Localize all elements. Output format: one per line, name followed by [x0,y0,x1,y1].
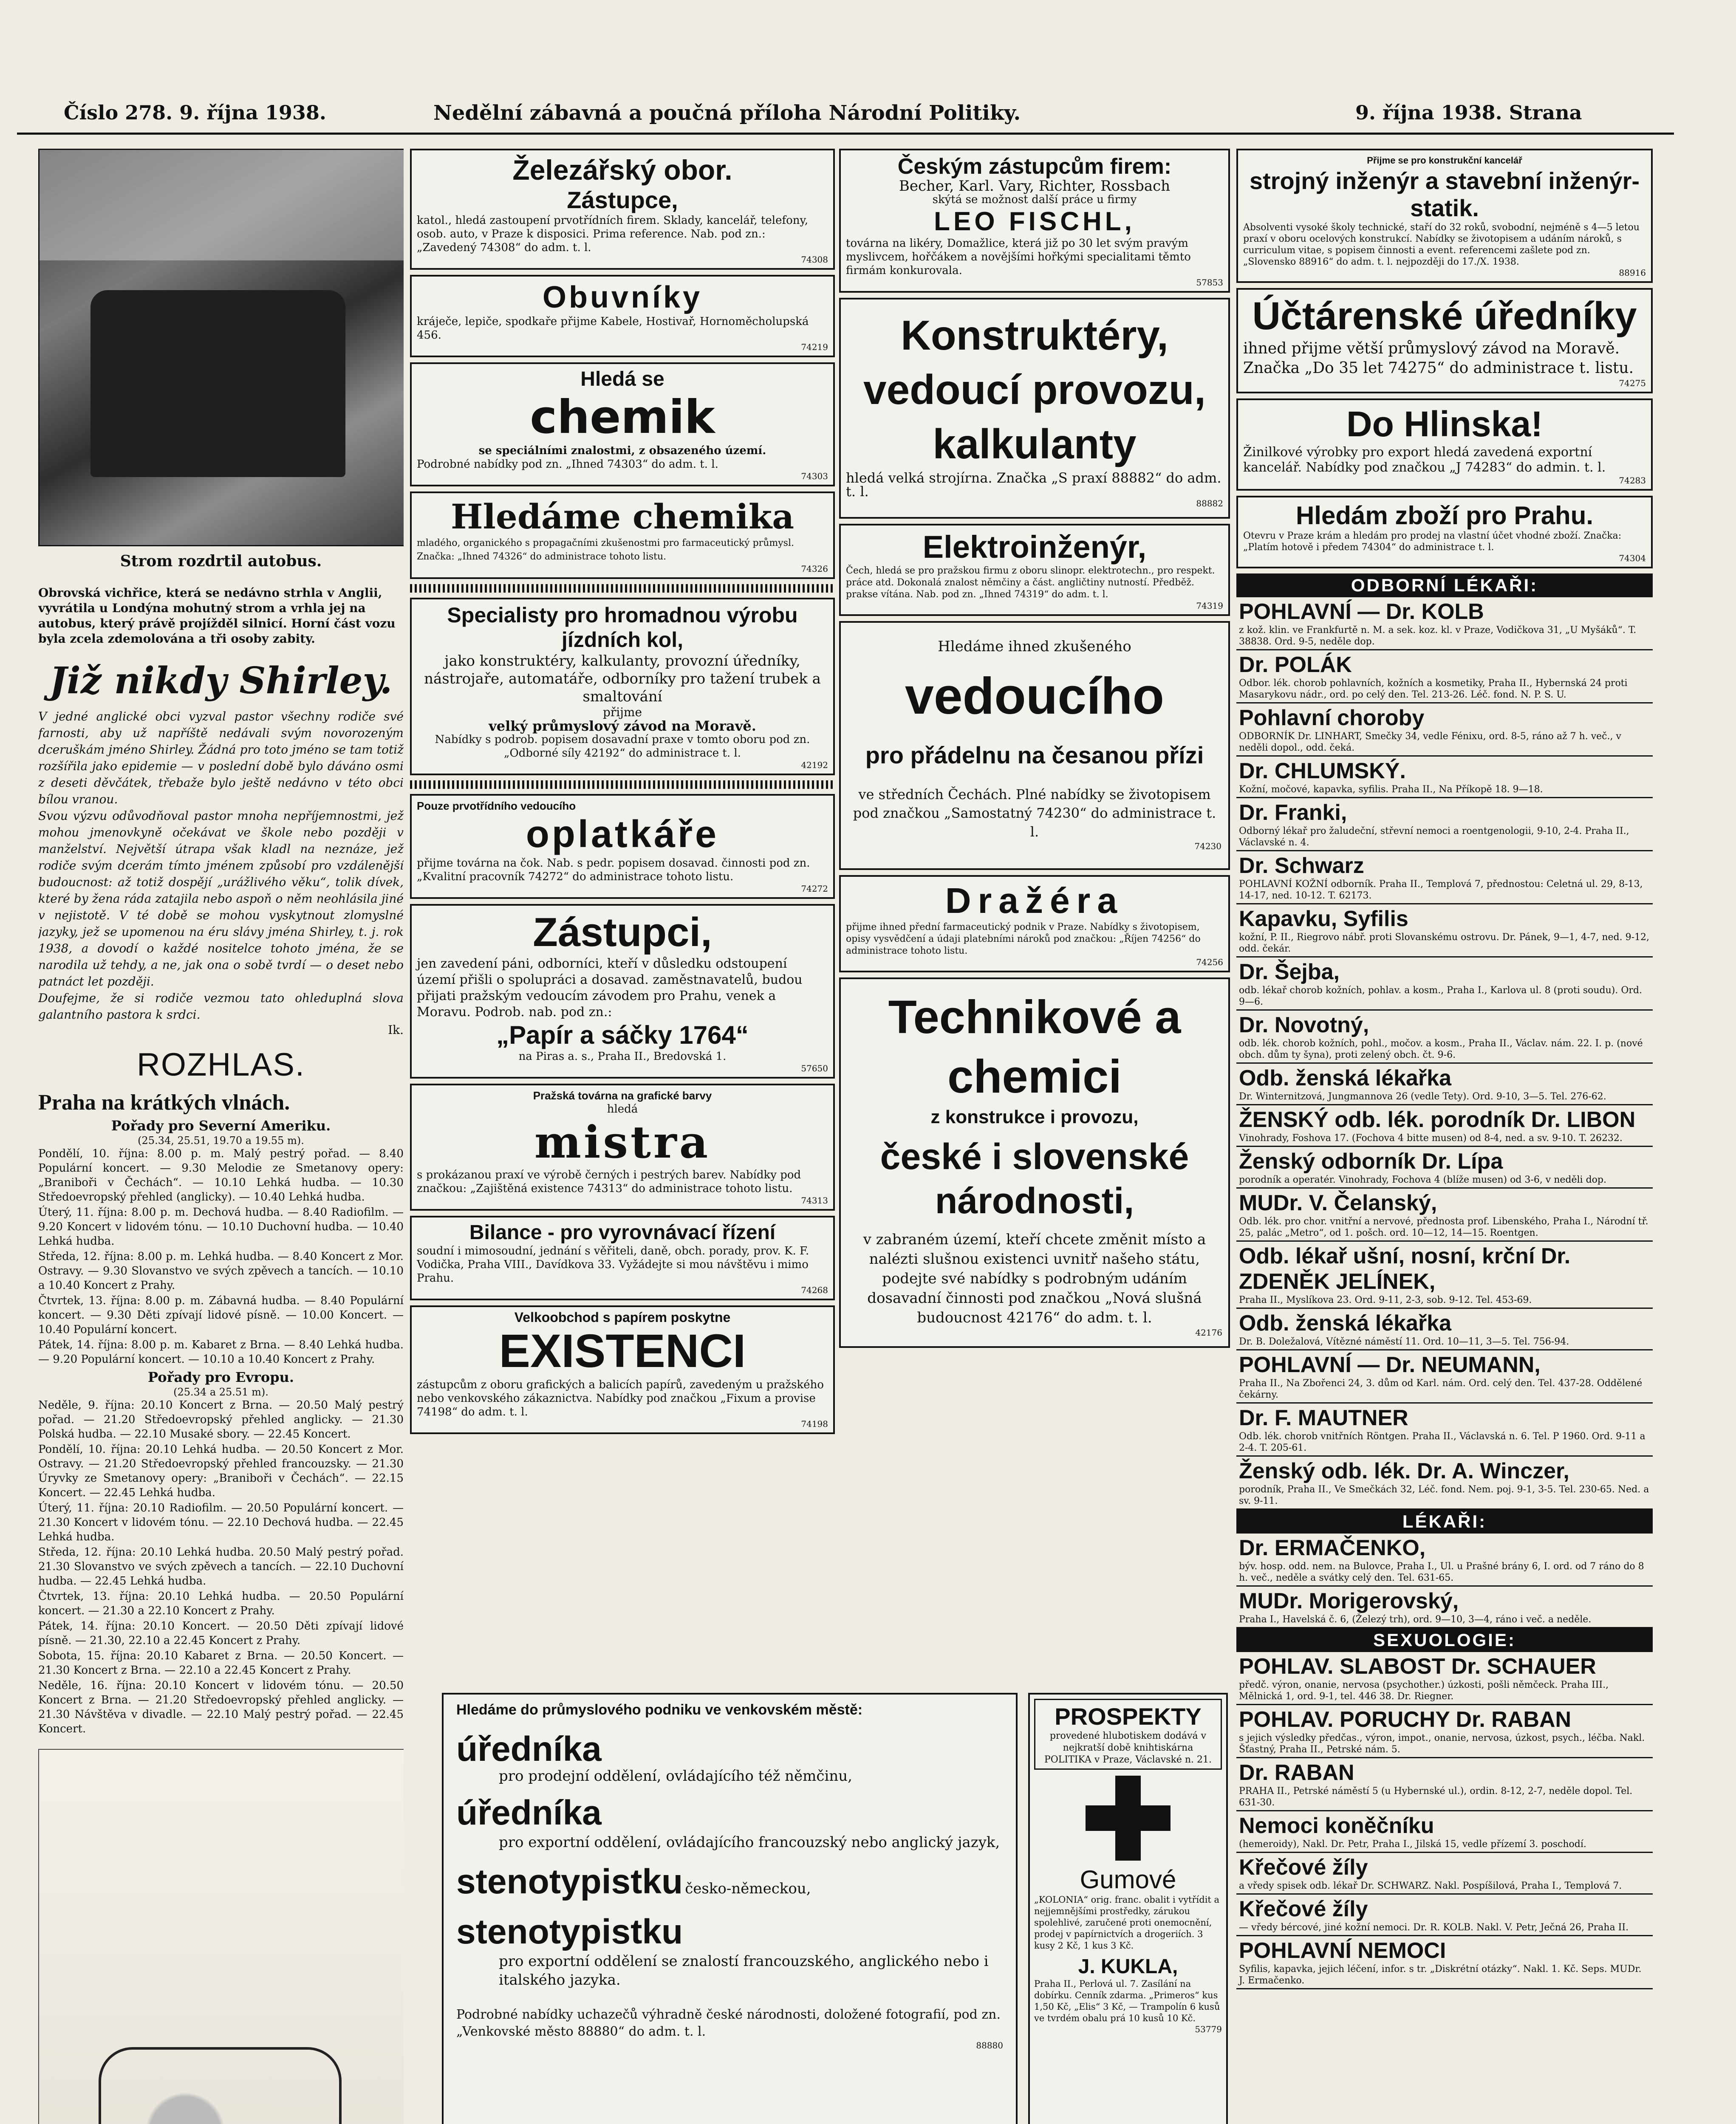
ad-top: Pouze prvotřídního vedoucího [417,799,576,812]
section-bar-sexuologie: SEXUOLOGIE: [1236,1628,1653,1652]
ad-firm: LEO FISCHL, [934,207,1135,236]
doctor-details: odb. lékař chorob kožních, pohlav. a kosm., Praha I., Karlova ul. 8 (proti soudu). Ord. 9—6. [1239,985,1643,1007]
doctor-entry [1236,851,1653,904]
doctor-details: Praha I., Havelská č. 6, (Železý trh), ord. 9—10, 3—4, ráno i več. a neděle. [1239,1614,1592,1625]
ad-zelezarsky [410,149,835,270]
doctor-details: POHLAVNÍ KOŽNÍ odborník. Praha II., Templová 7, přednostou: Celetná ul. 29, 8-13, 14-17, ned. 10-12. T. 62173. [1239,879,1643,901]
article-paragraph: V jedné anglické obci vyzval pastor všechny rodiče své farnosti, aby už napříště nedávali svým novorozeným dceruškám jméno Shirley. Žádná pro toto jméno se tam totiž rozšířila jako epidemie — v poslední době bylo dáváno osmi z deseti děvčátek, třebaže bylo ještě nedávno v této obci bílou vranou. [38,709,404,806]
doctor-entry [1236,1895,1653,1936]
ad-subtitle: Zástupce, [567,186,678,213]
doctor-entry [1236,757,1653,798]
doctor-entry [1236,1350,1653,1404]
doctor-entry [1236,1811,1653,1853]
position-text: pro exportní oddělení se znalostí francouzského, anglického nebo i italského jazyka. [499,1953,989,1988]
ad-hledame-chemika [410,491,835,579]
doctor-entry [1236,1011,1653,1064]
radio-program: Středa, 12. října: 8.00 p. m. Lehká hudba. — 8.40 Koncert z Mor. Ostravy. — 9.30 Slovanstvo ve svých zpěvech a tancích. — 10.10 a 10.40 Koncert z Prahy. [38,1250,404,1292]
issue-number: Číslo 278. 9. října 1938. [64,101,326,124]
ad-mid: hledá [607,1103,638,1116]
ad-text: přijme továrna na čok. Nab. s pedr. popisem dosavad. činnosti pod zn. „Kvalitní pracovník 74272“ do administrace tohoto listu. [417,857,810,883]
left-column [38,149,404,2124]
doctor-entry [1236,1105,1653,1147]
ad-do-hlinska [1236,398,1653,491]
ad-text: ve středních Čechách. Plné nabídky se životopisem pod značkou „Samostatný 74230“ do administrace t. l. [853,786,1216,840]
doctor-list [1236,1652,1653,1989]
ad-ref: 74230 [1194,841,1221,851]
article-title: Již nikdy Shirley. [49,659,393,702]
doctor-details: odb. lék. chorob kožních, pohl., močov. a kosm., Praha II., Václav. nám. 22. I. p. (nové obch. dům ty šyna), proti zelený obch. čt. 9-6. [1239,1038,1643,1060]
doctor-entry [1236,1242,1653,1309]
doctor-name: Ženský odborník Dr. Lípa [1239,1149,1503,1174]
ad-title: strojný inženýr a stavební inženýr-statik. [1249,167,1640,221]
doctor-name: Dr. POLÁK [1239,652,1352,677]
ad-text: Absolventi vysoké školy technické, staří do 32 roků, svobodní, nejméně s 4—5 letou praxí v oboru ocelových konstrukcí. Nabídky se životopisem a udáním nároků, s curriculum vitae, s popisem činnosti a event. referencemi zašlete pod zn. „Slovensko 88916“ do adm. t. l. nejpozději do 17./X. 1938. [1243,222,1640,267]
article-signature: Ik. [388,1023,404,1037]
ad-text: Žinilkové výrobky pro export hledá zavedená exportní kancelář. Nabídky pod značkou „J 74283“ do admin. t. l. [1243,445,1606,475]
doctor-details: Dr. B. Doležalová, Vítězné náměstí 11. Ord. 10—11, 3—5. Tel. 756-94. [1239,1336,1569,1347]
ad-title: Hledám zboží pro Prahu. [1295,501,1594,530]
ad-ref: 74198 [801,1419,828,1429]
ad-bilance [410,1216,835,1300]
radio-heading: ROZHLAS. [136,1047,305,1083]
doctor-list [1236,1534,1653,1628]
ad-firm: J. KUKLA, [1078,1955,1178,1978]
doctor-name: Dr. Novotný, [1239,1013,1369,1037]
ad-title: chemik [530,391,715,444]
ad-top: Velkoobchod s papírem poskytne [514,1310,731,1325]
ad-text: zástupcům z oboru grafických a balicích papírů, zavedeným u pražského nebo venkovského zákaznictva. Nabídky pod značkou „Fixum a provise 74198“ do adm. t. l. [417,1378,824,1418]
doctor-entry [1236,1758,1653,1811]
doctor-name: Dr. ERMAČENKO, [1239,1536,1426,1560]
ad-intro: Hledáme do průmyslového podniku ve venkovském městě: [456,1702,863,1718]
ad-title: Gumové [1080,1865,1176,1894]
ad-ref: 74308 [801,254,828,265]
ad-address: na Piras a. s., Praha II., Bredovská 1. [518,1050,727,1063]
position-title: úředníka [456,1730,602,1768]
position-text: pro prodejní oddělení, ovládajícího též němčinu, [499,1768,852,1785]
ad-top: Hledá se [580,368,664,390]
doctor-entry [1236,1064,1653,1105]
ad-text: jako konstruktéry, kalkulanty, provozní úředníky, nástrojaře, automatáře, odborníky pro tažení trubek a smaltování [424,652,821,705]
ad-uctarenske [1236,288,1653,393]
ad-top: Přijme se pro konstrukční kancelář [1367,155,1522,166]
ad-firm: velký průmyslový závod na Moravě. [489,718,756,734]
doctor-details: Kožní, močové, kapavka, syfilis. Praha II., Na Příkopě 18. 9—18. [1239,784,1543,795]
ad-text: továrna na likéry, Domažlice, která již po 30 let svým pravým myslivcem, hořčákem a novějšími hořkými specialitami těmto firmám konkurovala. [846,237,1191,277]
ad-title: Českým zástupcům firem: [897,154,1172,179]
ad-title: mistra [534,1116,711,1168]
doctor-name: Křečové žíly [1239,1855,1368,1880]
ad-ref: 74283 [1619,475,1646,486]
section-bar-odborni-lekari: ODBORNÍ LÉKAŘI: [1236,573,1653,597]
radio-program: Čtvrtek, 13. října: 20.10 Lehká hudba. — 20.50 Populární koncert. — 21.30 a 22.10 Koncert z Prahy. [38,1590,404,1617]
ad-ref: 74219 [801,342,828,352]
ad-ref: 74303 [801,471,828,481]
doctor-details: býv. hosp. odd. nem. na Bulovce, Praha I., Ul. u Prašné brány 6, I. ord. od 7 ráno do 8 h. več., neděle a svátky celý den. Tel. 631-65. [1239,1561,1644,1583]
doctor-entry [1236,1534,1653,1587]
ad-drazera [839,875,1230,972]
radio-program: Sobota, 15. října: 20.10 Kabaret z Brna. — 20.50 Koncert. — 21.30 Koncert z Brna. — 22.10 a 22.45 Koncert z Prahy. [38,1649,404,1677]
ad-nationality: české i slovenské národnosti, [880,1136,1189,1221]
doctor-entry [1236,650,1653,703]
ad-specialisty [410,598,835,775]
radio-section-title: Praha na krátkých vlnách. [38,1090,290,1115]
doctor-entry [1236,904,1653,957]
ad-text: hledá velká strojírna. Značka „S praxí 88882“ do adm. t. l. [846,470,1221,500]
position-text: pro exportní oddělení, ovládajícího francouzský nebo anglický jazyk, [499,1834,1000,1851]
ad-title: Specialisty pro hromadnou výrobu jízdních kol, [447,603,798,652]
ads-column-b [410,149,835,1686]
ad-text: jen zavedení páni, odborníci, kteří v důsledku odstoupení území přišli o spolupráci a dosavad. zaměstnavatelů, budou přijati pražským vedoucím závodem pro Prahu, venek a Moravu. Podrob. nab. pod zn.: [417,956,803,1020]
ad-text: se speciálními znalostmi, z obsazeného území. [478,444,766,457]
radio-subheading: Pořady pro Severní Ameriku. [111,1118,331,1134]
doctor-details: Syfilis, kapavka, jejich léčení, infor. s tr. „Diskrétní otázky“. Nakl. 1. Kč. Seps. MUDr. J. Ermačenko. [1239,1964,1642,1986]
radio-program: Pondělí, 10. října: 8.00 p. m. Malý pestrý pořad. — 8.40 Populární koncert. — 9.30 Melodie ze Smetanovy opery: „Braniboři v Čechách“. — 10.10 Lehká hudba. — 10.30 Středoevropský přehled (anglicky). — 10.40 Lehká hudba. [38,1147,404,1203]
ad-text: provedené hlubotiskem dodává v nejkratší době knihtiskárna POLITIKA v Praze, Václavské n. 21. [1044,1731,1212,1765]
radio-program: Úterý, 11. října: 8.00 p. m. Dechová hudba. — 8.40 Radiofilm. — 9.20 Koncert v lidovém tónu. — 10.10 Duchovní hudba. — 10.40 Lehká hudba. [38,1206,404,1248]
ad-ref: 74268 [801,1285,828,1295]
doctor-name: POHLAV. SLABOST Dr. SCHAUER [1239,1654,1596,1679]
ad-text: skýtá se možnost další práce u firmy [932,193,1137,206]
ad-title: Elektroinženýr, [922,529,1147,565]
radio-program: Neděle, 9. října: 20.10 Koncert z Brna. — 20.50 Malý pestrý pořad. — 21.20 Středoevropský přehled anglicky. — 21.30 Polská hudba. — 22.10 Musaké sbory. — 22.45 Koncert. [38,1399,404,1440]
ad-ref: 74326 [801,564,828,574]
position-title: stenotypistku [456,1912,683,1951]
doctor-details: kožní, P. II., Riegrovo nábř. proti Slovanskému ostrovu. Dr. Pánek, 9—1, 4-7, ned. 9-12, odd. čekár. [1239,932,1650,954]
ad-text: mladého, organického s propagačními zkušenostmi pro farmaceutický průmysl. Značka: „Ihned 74326“ do administrace tohoto listu. [417,538,794,562]
doctor-entry [1236,1309,1653,1350]
ad-ref: 42176 [1195,1328,1222,1338]
ad-mid: přijme [602,705,642,719]
ad-title: Účtárenské úředníky [1252,294,1637,338]
ad-text: ihned přijme větší průmyslový závod na Moravě. Značka „Do 35 let 74275“ do administrace t. listu. [1243,340,1634,377]
ad-elektroinzenyr [839,524,1230,616]
ad-code: „Papír a sáčky 1764“ [496,1021,749,1049]
ad-ref: 74319 [1196,601,1223,611]
doctor-details: Vinohrady, Foshova 17. (Fochova 4 bitte musen) od 8-4, ned. a sv. 9-10. T. 26232. [1239,1133,1623,1144]
ad-text: v zabraném území, kteří chcete změnit místo a nalézti slušnou existenci uvnitř našeho státu, podejte své nabídky s podrobným udáním dosavadní činnosti pod značkou „Nová slušná budoucnost 42176“ do adm. t. l. [863,1231,1206,1326]
photo-caption: Obrovská vichřice, která se nedávno strhla v Anglii, vyvrátila u Londýna mohutný strom a vrhla jej na autobus, který právě projížděl silnicí. Horní část vozu byla zcela zdemolována a tři osoby zabity. [38,586,396,646]
ad-obuvniky [410,275,835,357]
doctor-name: Dr. RABAN [1239,1760,1354,1785]
ad-urednika [442,1693,1018,2124]
doctor-entry [1236,957,1653,1011]
ad-ref: 88882 [1196,498,1223,508]
red-cross-icon [1086,1776,1171,1861]
doctor-entry [1236,1705,1653,1758]
ad-text: přijme ihned přední farmaceutický podnik v Praze. Nabídky s životopisem, opisy vysvědčení a údaji platebními nároků pod značkou: „Říjen 74256“ do administrace tohoto listu. [846,922,1201,956]
radio-program: Pátek, 14. října: 20.10 Koncert. — 20.50 Děti zpívají lidové písně. — 21.30, 22.10 a 22.45 Koncert z Prahy. [38,1620,404,1647]
ad-text: katol., hledá zastoupení prvotřídních firem. Sklady, kancelář, telefony, osob. auto, v Praze k disposici. Prima reference. Nab. pod zn.: „Zavedený 74308“ do adm. t. l. [417,214,809,254]
ad-title: Obuvníky [542,280,703,314]
ad-ref: 74256 [1196,957,1223,967]
doctor-name: Křečové žíly [1239,1897,1368,1921]
ad-zastupci [410,904,835,1079]
ad-footer: Podrobné nabídky uchazečů výhradně české národnosti, doložené fotografií, pod zn. „Venkovské město 88880“ do adm. t. l. [456,2007,1001,2039]
doctor-name: Kapavku, Syfilis [1239,907,1408,931]
radio-program: Pátek, 14. října: 8.00 p. m. Kabaret z Brna. — 8.40 Lehká hudba. — 9.20 Populární koncert. — 10.10 a 10.40 Koncert z Prahy. [38,1339,404,1366]
doctor-entry [1236,703,1653,757]
doctor-entry [1236,1404,1653,1457]
doctor-details: a vředy spisek odb. lékař Dr. SCHWARZ. Nakl. Pospíšilová, Praha I., Templová 7. [1239,1881,1622,1891]
doctor-name: POHLAVNÍ NEMOCI [1239,1938,1446,1963]
ad-ref: 74304 [1619,553,1646,563]
ad-title: Do Hlinska! [1346,404,1543,444]
ad-konstruktery [839,298,1230,519]
doctor-name: Ženský odb. lék. Dr. A. Winczer, [1239,1459,1569,1483]
bus-photo [38,149,404,546]
doctor-entry [1236,798,1653,851]
separator [410,584,835,593]
ad-text: s prokázanou praxí ve výrobě černých i pestrých barev. Nabídky pod značkou: „Zajištěná existence 74313“ do administrace tohoto listu. [417,1169,801,1195]
doctor-name: Nemoci koněčníku [1239,1813,1434,1838]
doctor-details: Odbor. lék. chorob pohlavních, kožních a kosmetiky, Praha II., Hybernská 24 proti Masarykovu nádr., ord. po celý den. Tel. 213-26. Léč. fond. N. P. S. U. [1239,678,1628,700]
doctor-details: Praha II., Myslíkova 23. Ord. 9-11, 2-3, sob. 9-12. Tel. 453-69. [1239,1295,1532,1305]
ad-chemik [410,362,835,486]
radio-program: Čtvrtek, 13. října: 8.00 p. m. Zábavná hudba. — 8.40 Populární koncert. — 9.30 Děti zpívají lidové písně. — 10.00 Koncert. — 10.40 Populární koncert. [38,1294,404,1336]
position-title: úředníka [456,1794,602,1832]
separator [410,780,835,789]
doctor-details: Odb. lék. chorob vnitřních Röntgen. Praha II., Václavská n. 6. Tel. P 1960. Ord. 9-11 a 2-4. T. 205-61. [1239,1431,1646,1453]
radio-subheading: Pořady pro Evropu. [148,1369,294,1385]
doctor-name: POHLAVNÍ — Dr. NEUMANN, [1239,1353,1541,1377]
article-paragraph: Svou výzvu odůvodňoval pastor mnoha nepříjemnostmi, jež mohou jmenovkyně očekávat ve škole nebo později v manželství. Největší útrapa však kladl na neznáze, jež rodiče svým dcerám tímto jménem způsobí pro vzdálenější budoucnost: až totiž dospějí „urážlivého věku“, tolik dívek, které by žena ráda zatajila nebo aspoň o něm neohlásila jiné v nejistotě. V té době se mohou vyskytnout zlomyslné jazyky, jež se upomenou na éru slávy jména Shirley, t. j. rok 1938, a dovodí o každé nositelce tohoto jména, že se narodila už tehdy, a ne, jak ona o sobě tvrdí — o deset nebo patnáct let později. [38,809,404,989]
ad-title: EXISTENCI [499,1325,746,1377]
article-paragraph: Doufejme, že si rodiče vezmou tato ohleduplná slova galantního pastora k srdci. [38,991,404,1022]
doctor-entry [1236,1457,1653,1510]
ad-subtitle: pro přádelnu na česanou přízi [865,742,1204,768]
doctor-name: Dr. Schwarz [1239,853,1364,878]
doctor-details: ODBORNÍK Dr. LINHART, Smečky 34, vedle Fénixu, ord. 8-5, ráno až 7 h. več., v neděli dopol., odd. čeká. [1239,731,1621,753]
ad-top: Hledáme ihned zkušeného [938,638,1131,655]
ad-oplatkare [410,794,835,899]
radio-program: Úterý, 11. října: 20.10 Radiofilm. — 20.50 Populární koncert. — 21.30 Koncert v lidovém tónu. — 22.10 Dechová hudba. — 22.45 Lehká hudba. [38,1502,404,1543]
radio-frequencies: (25.34 a 25.51 m). [173,1386,269,1398]
doctor-details: z kož. klin. ve Frankfurtě n. M. a sek. koz. kl. v Praze, Vodičkova 31, „U Myšáků“. T. 38838. Ord. 9-5, neděle dop. [1239,625,1637,647]
doctor-details: předč. výron, onanie, nervosa (psychother.) úzkosti, pošli němčeck. Praha III., Mělnická 1, ord. 9-1, tel. 446 38. Dr. Riegner. [1239,1680,1609,1702]
doctor-details: (hemeroidy), Nakl. Dr. Petr, Praha I., Jilská 15, vedle přízemí 3. poschodí. [1239,1839,1586,1850]
doctor-details: Odborný lékař pro žaludeční, střevní nemoci a roentgenologii, 9-10, 2-4. Praha II., Václavské n. 4. [1239,826,1629,848]
position-title: stenotypistku [456,1862,683,1901]
doctor-entry [1236,1853,1653,1895]
doctor-name: Pohlavní choroby [1239,706,1425,730]
cartoon-illustration [38,1749,404,2124]
position-text: česko-německou, [685,1880,811,1897]
ad-ref: 53779 [1195,2024,1222,2034]
ad-text: kráječe, lepiče, spodkaře přijme Kabele, Hostivař, Hornoměcholupská 456. [417,315,809,342]
doctor-entry [1236,1587,1653,1628]
ad-ref: 88880 [976,2040,1003,2051]
ad-title: Bilance - pro vyrovnávací řízení [469,1221,776,1244]
photo-caption-title: Strom rozdrtil autobus. [120,552,322,570]
ads-column-c [839,149,1230,1686]
doctor-details: porodník a operatér. Vinohrady, Fochova 4 (blíže musen) od 3-6, v neděli dop. [1239,1175,1606,1185]
ad-ref: 57853 [1196,277,1223,288]
ad-strojny-inzenyr [1236,149,1653,283]
ad-title: Technikové a chemici [888,991,1181,1103]
ad-title: vedoucího [905,667,1165,725]
doctor-name: ŽENSKÝ odb. lék. porodník Dr. LIBON [1239,1107,1636,1132]
ad-mistra [410,1084,835,1211]
doctor-entry [1236,1147,1653,1189]
ad-existenci [410,1305,835,1434]
doctor-list [1236,597,1653,1510]
supplement-title: Nedělní zábavná a poučná příloha Národní Politiky. [433,101,1021,125]
ad-text: Čech, hledá se pro pražskou firmu z oboru slinopr. elektrotechn., pro respekt. práce atd. Dokonalá znalost němčiny a část. angličtiny nutností. Předběž. prakse vítána. Nab. pod zn. „Ihned 74319“ do adm. t. l. [846,565,1215,600]
ad-title: PROSPEKTY [1055,1703,1202,1730]
ad-title: Hledáme chemika [450,497,794,537]
ad-firms: Becher, Karl. Vary, Richter, Rossbach [899,178,1171,195]
ad-text: Podrobné nabídky pod zn. „Ihned 74303“ do adm. t. l. [417,458,718,471]
doctor-name: Odb. ženská lékařka [1239,1066,1452,1090]
ad-hledam-zbozi [1236,496,1653,568]
header-date: 9. října 1938. Strana [1355,101,1582,124]
radio-frequencies: (25.34, 25.51, 19.70 a 19.55 m). [138,1135,304,1147]
ad-text: soudní i mimosoudní, jednání s věřiteli, daně, obch. porady, prov. K. F. Vodička, Praha VIII., Davídkova 33. Vyžádejte si mou návštěvu i mimo Prahu. [417,1245,809,1285]
doctor-name: POHLAVNÍ — Dr. KOLB [1239,599,1484,624]
ad-text: „KOLONIA“ orig. franc. obalit i vytřídit a nejjemnějšími prostředky, zárukou spolehlivé, zaručené proti onemocnění, prodej v papírnictvích a drogeriích. 3 kusy 2 Kč, 1 kus 3 Kč. [1034,1895,1220,1951]
ads-column-d [1236,149,1653,2124]
page-header [17,101,1674,135]
doctor-details: Praha II., Na Zbořenci 24, 3. dům od Karl. nám. Ord. celý den. Tel. 437-28. Oddělené čekárny. [1239,1378,1643,1400]
ad-title: Konstruktéry, vedoucí provozu, kalkulanty [863,312,1206,467]
ad-ref: 74275 [1619,378,1646,388]
ad-ref: 74313 [801,1195,828,1206]
ad-ref: 57650 [801,1063,828,1073]
ad-text: Nabídky s podrob. popisem dosavadní praxe v tomto oboru pod zn. „Odborné síly 42192“ do administrace t. l. [435,733,810,760]
doctor-name: Dr. Šejba, [1239,960,1340,984]
doctor-name: Dr. CHLUMSKÝ. [1239,759,1406,783]
doctor-entry [1236,1652,1653,1705]
doctor-name: Odb. lékař ušní, nosní, krční Dr. ZDENĚK JELÍNEK, [1239,1244,1571,1294]
doctor-entry [1236,597,1653,650]
doctor-entry [1236,1936,1653,1989]
radio-program: Pondělí, 10. října: 20.10 Lehká hudba. — 20.50 Koncert z Mor. Ostravy. — 21.20 Středoevropský přehled francouzsky. — 21.30 Úryvky ze Smetanovy opery: „Braniboři v Čechách“. — 22.15 Koncert. — 22.45 Lehká hudba. [38,1443,404,1499]
ad-ref: 88916 [1619,268,1646,278]
ad-ref: 74272 [801,884,828,894]
doctor-name: Dr. F. MAUTNER [1239,1406,1408,1430]
ad-prospekty [1034,1699,1222,1770]
ad-ceskym-zastupcum [839,149,1230,293]
doctor-name: POHLAV. PORUCHY Dr. RABAN [1239,1707,1572,1732]
radio-program: Středa, 12. října: 20.10 Lehká hudba. 20.50 Malý pestrý pořad. 21.30 Slovanstvo ve svých zpěvech a tancích. — 22.10 Duchovní hudba. — 22.45 Lehká hudba. [38,1546,404,1587]
doctor-details: Odb. lék. pro chor. vnitřní a nervové, přednosta prof. Libenského, Praha I., Národní tř. 25, palác „Metro“, od 1. pošch. ord. 10—12, 14—15. Roentgen. [1239,1216,1648,1238]
doctor-name: Odb. ženská lékařka [1239,1311,1452,1336]
doctor-details: porodník, Praha II., Ve Smečkách 32, Léč. fond. Nem. poj. 9-1, 3-5. Tel. 230-65. Ned. a sv. 9-11. [1239,1484,1649,1506]
ad-text: Praha II., Perlová ul. 7. Zasílání na dobírku. Cenník zdarma. „Primeros“ kus 1,50 Kč, „Elis“ 3 Kč, — Trampolín 6 kusů ve tvrdém obalu prá 10 kusů 10 Kč. [1034,1979,1220,2023]
ad-vedouciho [839,621,1230,870]
ad-top: Pražská továrna na grafické barvy [533,1089,712,1102]
doctor-details: Dr. Winternitzová, Jungmannova 26 (vedle Tety). Ord. 9-10, 3—5. Tel. 276-62. [1239,1091,1606,1102]
section-bar-lekari: LÉKAŘI: [1236,1510,1653,1534]
ad-title: Dražéra [945,881,1124,921]
ad-subtitle: z konstrukce i provozu, [930,1107,1139,1127]
ad-title: Železářský obor. [512,154,732,186]
doctor-details: PRAHA II., Petrské náměstí 5 (u Hybernské ul.), ordin. 8-12, 2-7, neděle dopol. Tel. 631-30. [1239,1786,1633,1808]
ad-ref: 42192 [801,760,828,770]
radio-program: Neděle, 16. října: 20.10 Koncert v lidovém tónu. — 20.50 Koncert z Brna. — 21.20 Středoevropský přehled anglicky. — 21.30 Návštěva v divadle. — 22.10 Malý pestrý pořad. — 22.45 Koncert. [38,1679,404,1735]
ad-title: oplatkáře [526,813,719,856]
ad-technikove [839,977,1230,1348]
ad-text: Otevru v Praze krám a hledám pro prodej na vlastní účet vhodné zboží. Značka: „Platím hotově i předem 74304“ do administrace t. l. [1243,531,1622,553]
doctor-details: — vředy bércové, jiné kožní nemoci. Dr. R. KOLB. Nakl. V. Petr, Ječná 26, Praha II. [1239,1922,1629,1933]
doctor-name: Dr. Franki, [1239,800,1347,825]
side-ads [1028,1693,1228,2124]
doctor-name: MUDr. Morigerovský, [1239,1589,1459,1613]
doctor-details: s jejich výsledky předčas., výron, impot., onanie, nervosa, úzkost, psych., léčba. Nakl. Šťastný, Praha II., Petrské nám. 5. [1239,1733,1645,1755]
doctor-name: MUDr. V. Čelanský, [1239,1191,1437,1215]
doctor-entry [1236,1189,1653,1242]
ad-title: Zástupci, [533,909,712,955]
